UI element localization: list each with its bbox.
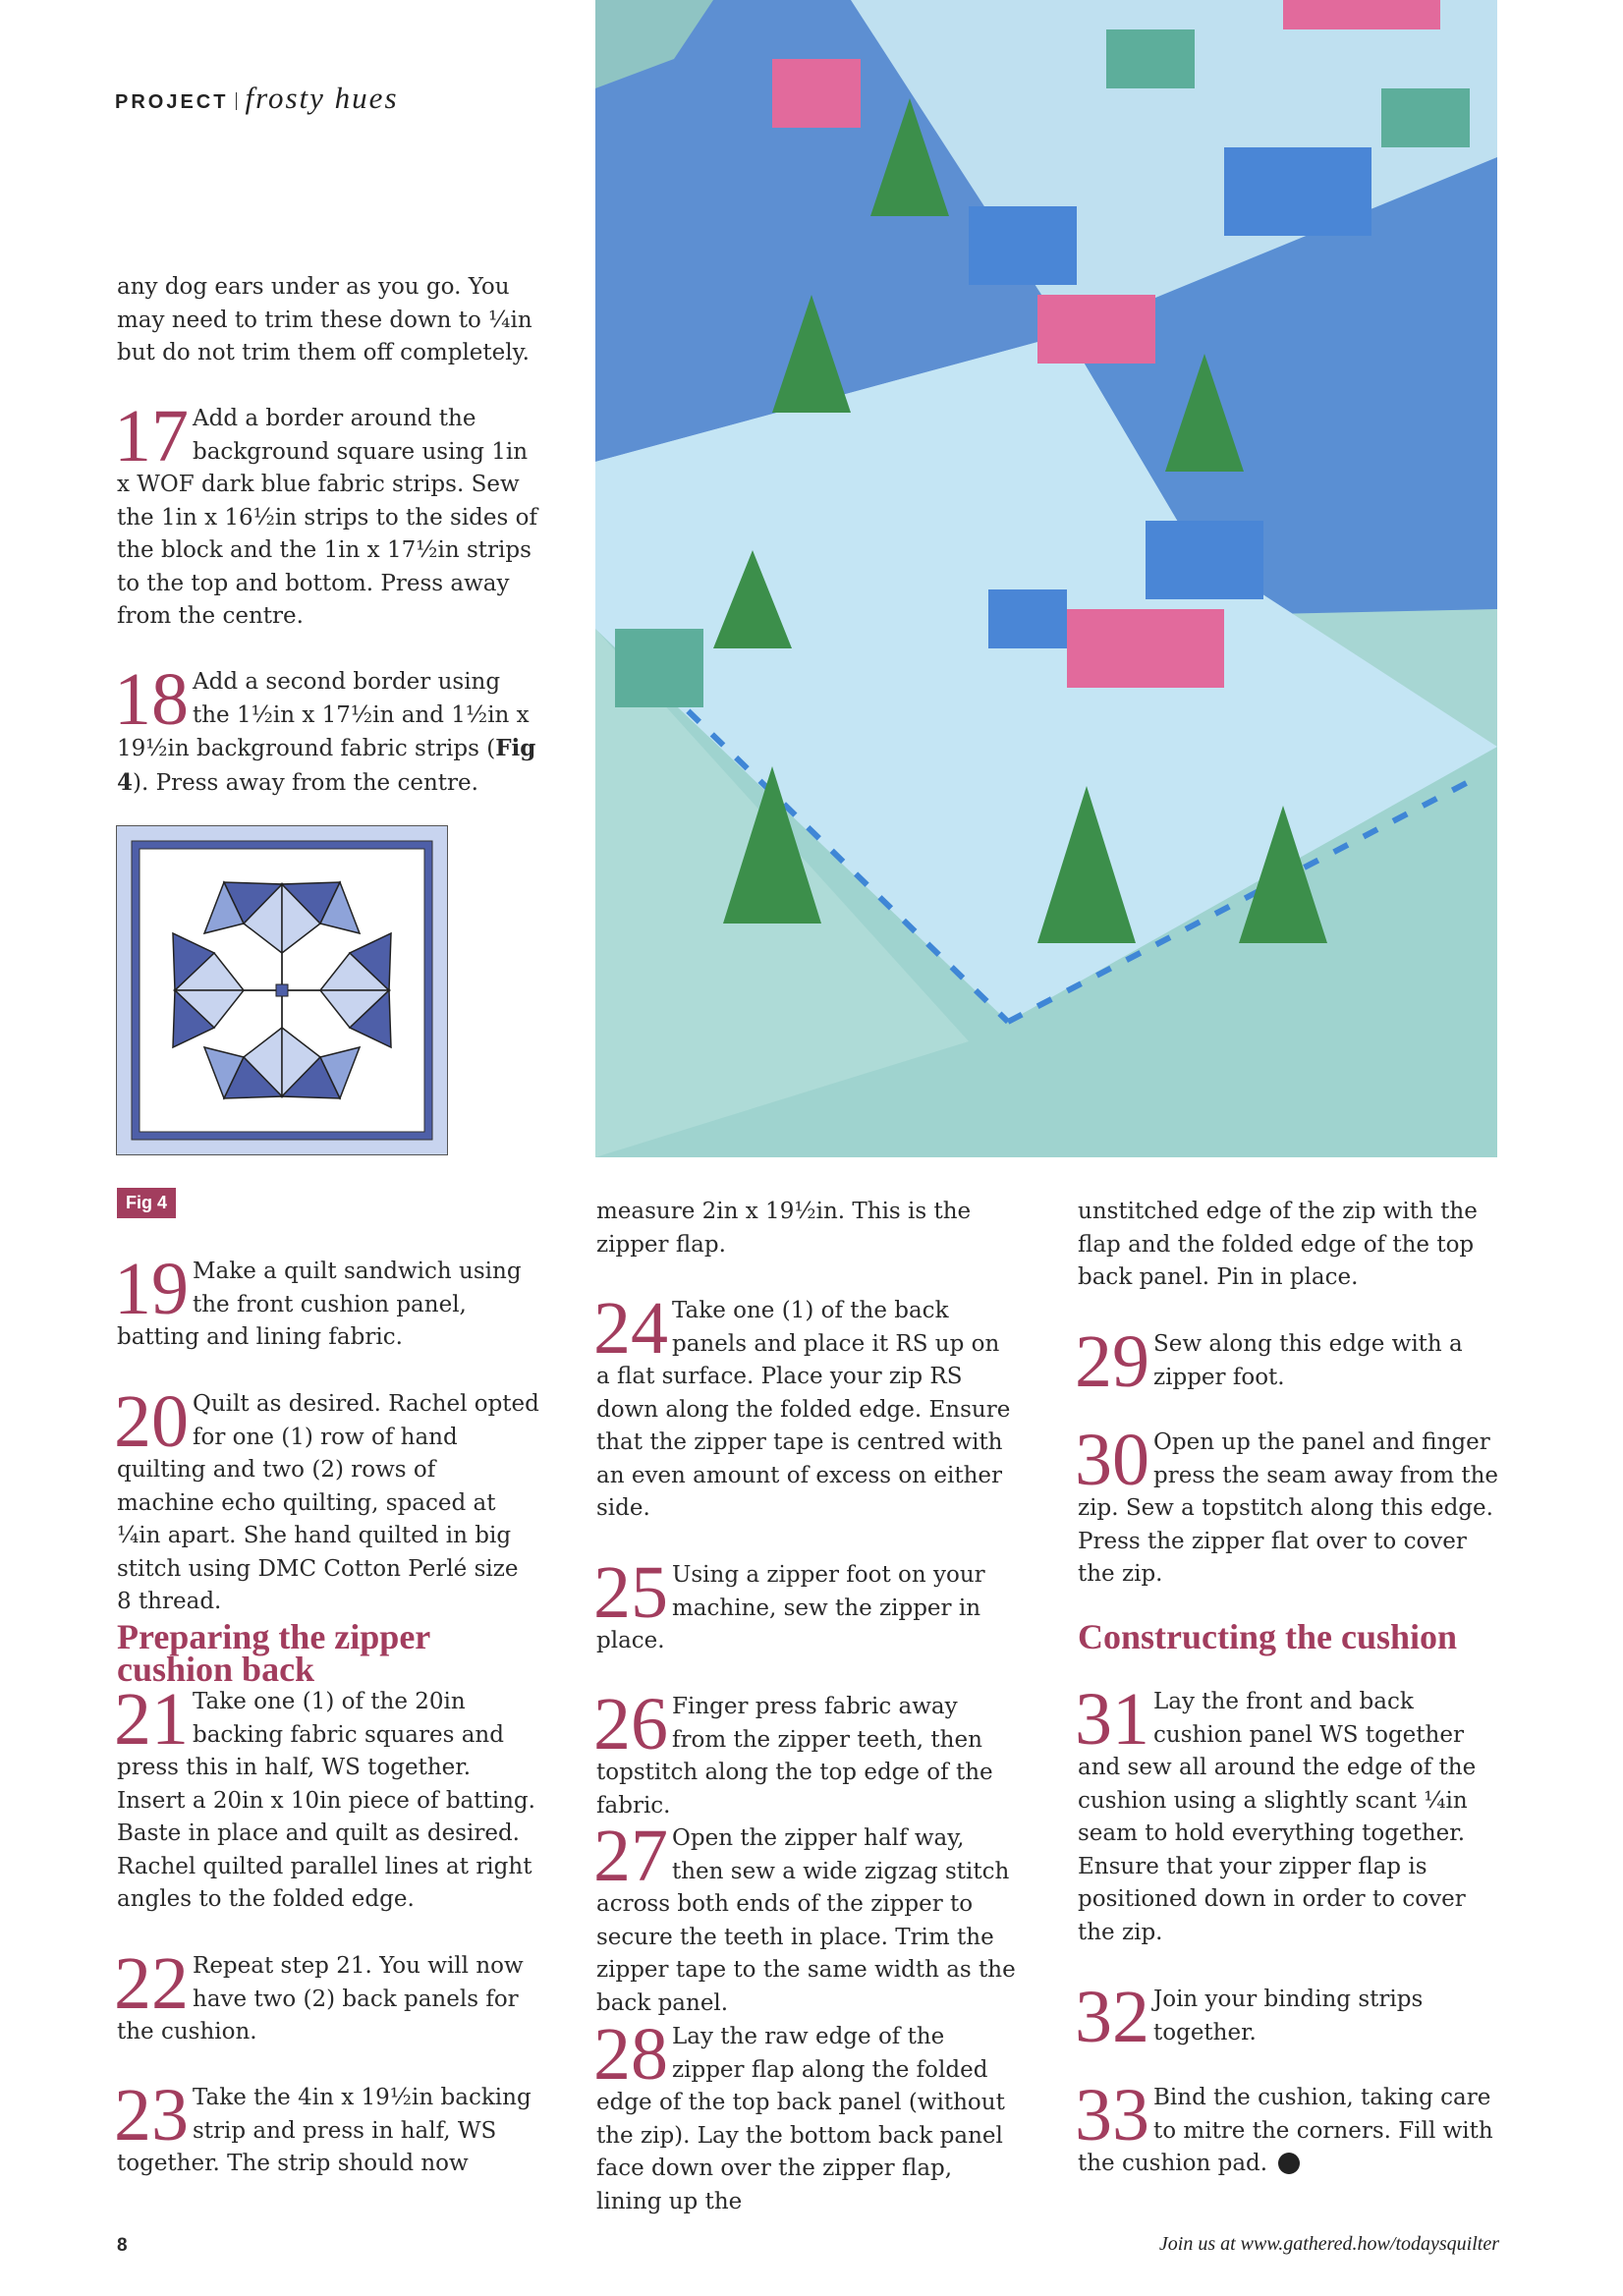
step-text: measure 2in x 19½in. This is the zipper flap.: [596, 1199, 972, 1258]
step-27: [593, 1815, 1019, 2020]
step-23: [114, 2074, 539, 2181]
step-text: Join your binding strips together.: [1153, 1987, 1424, 2045]
step-number: 19: [114, 1248, 189, 1330]
footer-website: Join us at www.gathered.how/todaysquilter: [1158, 2233, 1499, 2255]
fabric-photo: [595, 0, 1497, 1157]
step-number: 33: [1075, 2074, 1149, 2156]
step-number: 30: [1075, 1419, 1149, 1501]
figure-label: Fig 4: [117, 1188, 176, 1218]
section-label: PROJECT: [115, 91, 229, 113]
step-text: Open up the panel and finger press the seam away from the zip. Sew a topstitch along this edge. Press the zipper flat over to cover the zip.: [1078, 1429, 1499, 1587]
step-17: [114, 395, 539, 634]
figure-reference: Fig 4: [117, 735, 536, 796]
intro-paragraph: [117, 271, 539, 370]
subhead-zipper: Preparing the zipper cushion back: [117, 1617, 430, 1689]
step-25: [593, 1551, 1019, 1658]
step-text: unstitched edge of the zip with the flap and the folded edge of the top back panel. Pin in place.: [1078, 1199, 1478, 1290]
end-of-article-icon: [1278, 2153, 1300, 2174]
step-text: Repeat step 21. You will now have two (2) back panels for the cushion.: [117, 1953, 524, 2044]
step-text: Make a quilt sandwich using the front cushion panel, batting and lining fabric.: [117, 1259, 522, 1350]
step-number: 17: [114, 395, 189, 477]
step-23-continued: [596, 1196, 1019, 1261]
step-text: Lay the raw edge of the zipper flap along the folded edge of the top back panel (without the zip). Lay the bottom back panel face down over the zipper flap, lining up the: [596, 2024, 1005, 2214]
step-number: 20: [114, 1380, 189, 1463]
header-divider: [236, 92, 237, 110]
subhead-constructing: Constructing the cushion: [1078, 1617, 1458, 1656]
step-number: 32: [1075, 1976, 1149, 2058]
step-text: Lay the front and back cushion panel WS together and sew all around the edge of the cushion using a slightly scant ¼in seam to hold everything together. Ensure that your zipper flap is positioned down in order to cover the zip.: [1078, 1689, 1477, 1945]
step-28-continued: [1078, 1196, 1500, 1295]
page-number: 8: [117, 2235, 128, 2256]
step-24: [593, 1287, 1019, 1526]
step-text: Finger press fabric away from the zipper teeth, then topstitch along the top edge of the fabric.: [596, 1694, 993, 1819]
step-number: 23: [114, 2074, 189, 2156]
fabric-photo-image: [595, 0, 1497, 1157]
step-text: Sew along this edge with a zipper foot.: [1153, 1331, 1463, 1390]
step-text: Quilt as desired. Rachel opted for one (1) row of hand quilting and two (2) rows of machine echo quilting, spaced at ¼in apart. She hand quilted in big stitch using DMC Cotton Perlé size 8 thread.: [117, 1391, 539, 1614]
step-number: 24: [593, 1287, 668, 1370]
step-number: 31: [1075, 1678, 1149, 1761]
step-text: Take one (1) of the 20in backing fabric squares and press this in half, WS together. Insert a 20in x 10in piece of batting. Baste in place and quilt as desired. Rachel quilted parallel lines at right angles to the folded edge.: [117, 1689, 535, 1912]
step-text-part: Add a second border using the 1½in x 17½in and 1½in x 19½in background fabric strips (: [117, 669, 530, 761]
step-33: [1075, 2074, 1500, 2181]
step-20: [114, 1380, 539, 1619]
step-26: [593, 1683, 1019, 1822]
step-text-part: Bind the cushion, taking care to mitre the corners. Fill with the cushion pad.: [1078, 2085, 1493, 2176]
page-header: [115, 81, 399, 116]
step-text: Add a border around the background square using 1in x WOF dark blue fabric strips. Sew the 1in x 16½in strips to the sides of the block and the 1in x 17½in strips to the top and bottom. Press away from the centre.: [117, 406, 537, 629]
step-number: 22: [114, 1942, 189, 2025]
step-number: 18: [114, 658, 189, 741]
step-28: [593, 2013, 1019, 2218]
step-number: 28: [593, 2013, 668, 2096]
step-19: [114, 1248, 539, 1355]
intro-text: any dog ears under as you go. You may need to trim these down to ¼in but do not trim them off completely.: [117, 274, 532, 365]
step-number: 27: [593, 1815, 668, 1897]
project-title: frosty hues: [245, 81, 399, 115]
step-32: [1075, 1976, 1500, 2058]
fig-4-diagram: [116, 825, 448, 1155]
step-number: 25: [593, 1551, 668, 1634]
step-30: [1075, 1419, 1500, 1592]
step-29: [1075, 1320, 1500, 1403]
step-text: Open the zipper half way, then sew a wide zigzag stitch across both ends of the zipper to secure the teeth in place. Trim the zipper tape to the same width as the back panel.: [596, 1825, 1016, 2016]
step-31: [1075, 1678, 1500, 1949]
step-text: Take the 4in x 19½in backing strip and press in half, WS together. The strip should now: [117, 2085, 532, 2176]
step-text-part: ). Press away from the centre.: [133, 769, 478, 796]
step-text: Using a zipper foot on your machine, sew the zipper in place.: [596, 1562, 985, 1653]
step-22: [114, 1942, 539, 2049]
step-text: Take one (1) of the back panels and place it RS up on a flat surface. Place your zip RS down along the folded edge. Ensure that the zipper tape is centred with an even amount of excess on either side.: [596, 1298, 1011, 1521]
step-number: 29: [1075, 1320, 1149, 1403]
step-18: [114, 658, 539, 800]
step-21: [114, 1678, 539, 1917]
step-number: 26: [593, 1683, 668, 1765]
step-number: 21: [114, 1678, 189, 1761]
